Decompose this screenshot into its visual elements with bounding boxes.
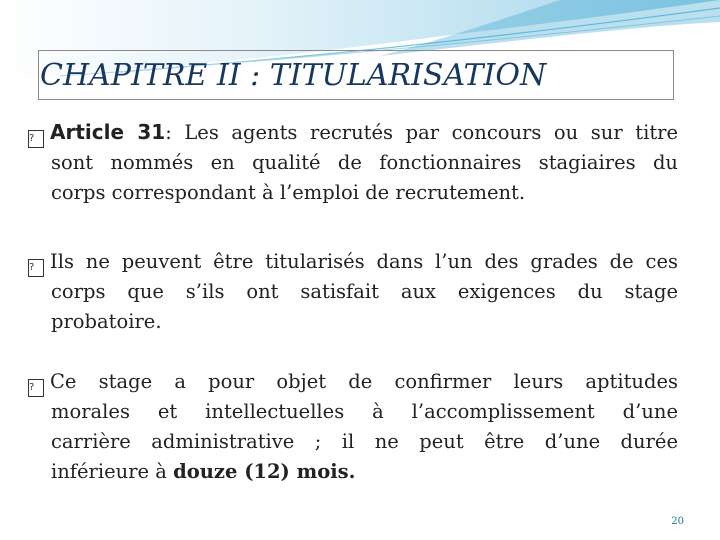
slide-title: CHAPITRE II : TITULARISATION xyxy=(40,58,547,93)
paragraph3-line4 xyxy=(28,457,678,487)
paragraph3-line4-start: inférieure à xyxy=(51,460,174,483)
paragraph-titularisation xyxy=(28,247,678,337)
paragraph1-line2: sont nommés en qualité de fonctionnaires stagiaires du xyxy=(51,151,678,174)
paragraph2-line3: probatoire. xyxy=(51,310,162,333)
duration-highlight: douze (12) mois. xyxy=(173,460,356,483)
paragraph-stage xyxy=(28,367,678,487)
square-bullet-icon: ? xyxy=(28,379,44,397)
page-number: 20 xyxy=(671,516,684,527)
paragraph-article-31 xyxy=(28,117,678,208)
square-bullet-icon: ? xyxy=(28,130,44,148)
paragraph3-line1: Ce stage a pour objet de confirmer leurs aptitudes xyxy=(50,370,678,393)
paragraph2-line1: Ils ne peuvent être titularisés dans l’un des grades de ces xyxy=(50,250,678,273)
paragraph1-line1: : Les agents recrutés par concours ou sur titre xyxy=(165,121,679,144)
article-label: Article 31 xyxy=(50,120,166,144)
square-bullet-icon: ? xyxy=(28,259,44,277)
paragraph3-line2: morales et intellectuelles à l’accomplissement d’une xyxy=(51,400,678,423)
paragraph3-line3: carrière administrative ; il ne peut être d’une durée xyxy=(51,430,678,453)
paragraph2-line2: corps que s’ils ont satisfait aux exigences du stage xyxy=(51,280,678,303)
paragraph1-line3: corps correspondant à l’emploi de recrutement. xyxy=(51,181,526,204)
